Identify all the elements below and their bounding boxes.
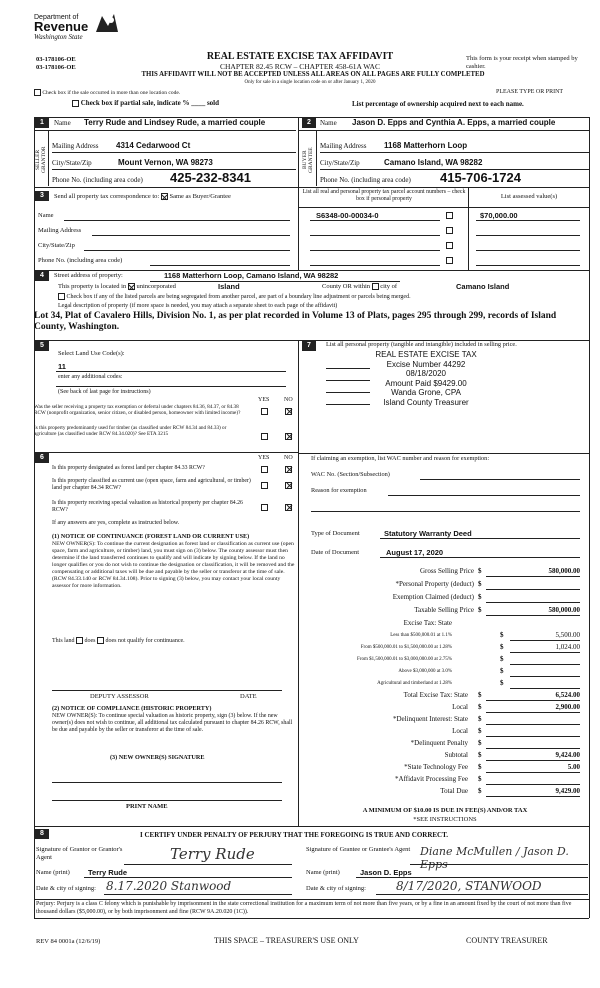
s5-no: NO: [284, 397, 293, 403]
s5-q1-no-check[interactable]: [285, 407, 292, 415]
county-name: Island: [218, 282, 240, 291]
list-parcels-label: List all real and personal property tax parcel account numbers – check box if personal property: [302, 189, 466, 202]
s5-question-1: Was the seller receiving a property tax exemption or deferral under chapters 84.36, 84.37, or 84.38 RCW (nonprofit organization, senior citizen, or disabled person, homeowner with limited income)?: [34, 404, 241, 417]
additional-codes: enter any additional codes:: [58, 374, 123, 380]
deputy-assessor: DEPUTY ASSESSOR: [90, 693, 149, 700]
s5-yes: YES: [258, 397, 270, 403]
unincorporated-check[interactable]: [128, 283, 135, 290]
seller-name-label: Name: [54, 119, 71, 127]
buyer-side-label: BUYER GRANTEE: [302, 147, 314, 173]
s6-question-1: Is this property designated as forest land per chapter 84.33 RCW?: [52, 465, 205, 471]
doc-date: August 17, 2020: [386, 548, 444, 557]
corr-mail-label: Mailing Address: [38, 227, 82, 234]
continuance-qualify: This land does does not qualify for continuance.: [52, 637, 185, 644]
buyer-name: Jason D. Epps and Cynthia A. Epps, a married couple: [352, 118, 556, 127]
partial-sale-check[interactable]: Check box if partial sale, indicate % ____ sold: [72, 99, 219, 107]
grantor-date-label: Date & city of signing:: [36, 885, 96, 892]
assessed-value: $70,000.00: [480, 211, 518, 220]
multi-location-check[interactable]: Check box if the sale occurred in more than one location code.: [34, 89, 180, 96]
seller-phone-label: Phone No. (including area code): [52, 176, 143, 184]
parcel-number: S6348-00-00034-0: [316, 211, 379, 220]
doc-date-label: Date of Document: [311, 549, 360, 556]
parcel-personal-check-2[interactable]: [446, 226, 453, 234]
form-chapter: CHAPTER 82.45 RCW – CHAPTER 458-61A WAC: [220, 62, 380, 71]
please-type: PLEASE TYPE OR PRINT: [496, 89, 564, 95]
buyer-mail-label: Mailing Address: [320, 142, 367, 150]
minimum-due: A MINIMUM OF $10.00 IS DUE IN FEE(S) AND/OR TAX: [362, 807, 528, 814]
grantee-name: Jason D. Epps: [360, 868, 412, 877]
local-tax: 2,900.00: [555, 703, 580, 711]
section-6-number: 6: [35, 453, 49, 463]
s6-question-2: Is this property classified as current use (open space, farm and agricultural, or timber) land per chapter 84.34 RCW?: [52, 478, 251, 491]
corr-city-label: City/State/Zip: [38, 242, 75, 249]
s5-q2-yes-check[interactable]: [261, 432, 268, 440]
notice-2-text: NEW OWNER(S): To continue special valuation as historic property, sign (3) below. If the new owner(s) does not wish to continue, all additional tax calculated pursuant to chapter 84.26 RCW, shall be due and payable by the seller or transferor at the time of sale.: [52, 713, 293, 734]
perjury-notice: Perjury: Perjury is a class C felony which is punishable by imprisonment in the state correctional institution for a maximum term of not more than five years, or by a fine in an amount fixed by the court of not more than five thousand dollars ($5,000.00), or by both imprisonment and fine (RCW 9A.20.020 (1C)).: [36, 901, 572, 915]
logo-name: Revenue: [34, 19, 89, 34]
revenue-logo: [34, 14, 124, 50]
city-name: Camano Island: [456, 282, 510, 291]
send-correspondence[interactable]: Send all property tax correspondence to: Same as Buyer/Grantee: [54, 193, 231, 200]
grantee-name-label: Name (print): [306, 869, 340, 876]
assessed-label: List assessed value(s): [500, 193, 558, 200]
county-or-within: County OR within city of: [322, 283, 398, 290]
grantor-sig-label: Signature of Grantor or Grantor's Agent: [36, 846, 123, 861]
buyer-phone-label: Phone No. (including area code): [320, 176, 411, 184]
section-3-number: 3: [35, 191, 49, 201]
located-in: This property is located in unincorporated: [58, 283, 176, 290]
s6-question-3: Is this property receiving special valuation as historical property per chapter 84.26 RCW?: [52, 500, 243, 513]
grantor-signature: Terry Rude: [170, 845, 255, 863]
buyer-name-label: Name: [320, 119, 337, 127]
buyer-city-label: City/State/Zip: [320, 159, 360, 167]
doc-type: Statutory Warranty Deed: [384, 529, 472, 538]
tier2-tax: 1,024.00: [555, 643, 580, 651]
doc-type-label: Type of Document: [311, 530, 360, 537]
gross-price: 580,000.00: [548, 567, 580, 575]
grantee-date-city: 8/17/2020, STANWOOD: [396, 879, 542, 893]
does-not-check[interactable]: [97, 637, 104, 644]
street-address: 1168 Matterhorn Loop, Camano Island, WA 98282: [164, 271, 339, 280]
seller-phone: 425-232-8341: [170, 170, 251, 185]
taxable-price: 580,000.00: [548, 606, 580, 614]
form-revision: REV 84 0001a (12/6/19): [36, 938, 101, 945]
section-1-number: 1: [35, 118, 49, 128]
section-5-number: 5: [35, 341, 49, 351]
buyer-city: Camano Island, WA 98282: [384, 158, 483, 167]
legal-description: Lot 34, Plat of Cavalero Hills, Division No. 1, as per plat recorded in Volume 13 of Plats, pages 295 through 299, records of Island County, Washington.: [34, 311, 557, 332]
print-name: PRINT NAME: [126, 803, 168, 810]
parcel-personal-check-3[interactable]: [446, 241, 453, 249]
total-state-tax: 6,524.00: [555, 691, 580, 699]
deputy-date: DATE: [240, 693, 257, 700]
logo-mark-icon: [94, 12, 120, 34]
city-check[interactable]: [372, 283, 379, 290]
form-title: REAL ESTATE EXCISE TAX AFFIDAVIT: [206, 51, 394, 62]
tier1-tax: 5,500.00: [555, 631, 580, 639]
treasurer-use-only: THIS SPACE – TREASURER'S USE ONLY: [214, 936, 359, 945]
see-back: (See back of last page for instructions): [58, 389, 151, 395]
treasurer-stamp: REAL ESTATE EXCISE TAX Excise Number 44292 08/18/2020 Amount Paid $9429.00 Wanda Grone, CPA Island County Treasurer: [375, 350, 477, 407]
s6-q2-yes-check[interactable]: [261, 481, 268, 489]
new-owner-signature: (3) NEW OWNER(S) SIGNATURE: [110, 754, 205, 761]
grantee-sig-label: Signature of Grantee or Grantee's Agent: [306, 846, 411, 853]
s5-question-2: Is this property predominantly used for timber (as classified under RCW 84.34 and 84.33) or agriculture (as classified under RCW 84.34.020)? See ETA 3215: [34, 425, 227, 438]
reason-label: Reason for exemption: [311, 487, 367, 494]
legal-label: Legal description of property (if more space is needed, you may attach a separate sheet to each page of the affidavit): [58, 303, 338, 309]
seller-mail: 4314 Cedarwood Ct: [116, 141, 191, 150]
seller-mail-label: Mailing Address: [52, 142, 99, 150]
s6-q3-no-check[interactable]: [285, 503, 292, 511]
street-label: Street address of property:: [54, 272, 123, 279]
section-2-number: 2: [302, 118, 316, 128]
s5-q1-yes-check[interactable]: [261, 407, 268, 415]
does-check[interactable]: [76, 637, 83, 644]
list-percentage: List percentage of ownership acquired next to each name.: [352, 100, 524, 108]
grantee-date-label: Date & city of signing:: [306, 885, 366, 892]
tech-fee: 5.00: [567, 763, 580, 771]
only-note: Only for sale in a single location code on or after January 1, 2020: [244, 80, 376, 85]
notice-1-title: (1) NOTICE OF CONTINUANCE (FOREST LAND OR CURRENT USE): [52, 533, 250, 540]
s6-no: NO: [284, 455, 293, 461]
seller-city-label: City/State/Zip: [52, 159, 92, 167]
s6-q2-no-check[interactable]: [285, 481, 292, 489]
claiming-exemption: If claiming an exemption, list WAC number and reason for exemption:: [311, 455, 490, 462]
subtotal: 9,424.00: [555, 751, 580, 759]
section-8-number: 8: [35, 829, 49, 839]
seller-side-label: SELLER GRANTOR: [35, 146, 47, 174]
section-4-number: 4: [35, 271, 49, 281]
s6-q1-yes-check[interactable]: [261, 465, 268, 473]
logo-state: Washington State: [34, 33, 83, 41]
grantor-name: Terry Rude: [88, 868, 128, 877]
buyer-mail: 1168 Matterhorn Loop: [384, 141, 468, 150]
buyer-phone: 415-706-1724: [440, 170, 521, 185]
notice-1-text: NEW OWNER(S): To continue the current designation as forest land or classification as current use (open space, farm and agriculture, or timber) land, you must sign on (3) below. The county assessor must then determine if the land transferred continues to qualify and will indicate by signing below. If the land no longer qualifies or you do not wish to continue the designation or classification, it will be removed and the compensating or additional taxes will be due and payable by the seller or transferor at the time of sale. (RCW 84.33.140 or RCW 84.34.108). Prior to signing (3) below, you may contact your local county assessor for more information.: [52, 541, 295, 589]
form-ids: 03-178106-OE 03-178106-OE: [36, 56, 76, 71]
s5-q2-no-check[interactable]: [285, 432, 292, 440]
receipt-note: This form is your receipt when stamped by cashier.: [466, 55, 578, 70]
corr-name-label: Name: [38, 212, 54, 219]
s6-yes: YES: [258, 455, 270, 461]
grantor-date-city: 8.17.2020 Stanwood: [106, 879, 232, 893]
seller-name: Terry Rude and Lindsey Rude, a married couple: [84, 118, 266, 127]
land-use-code: 11: [58, 362, 66, 371]
county-treasurer: COUNTY TREASURER: [466, 936, 548, 945]
wac-label: WAC No. (Section/Subsection): [311, 471, 390, 478]
land-use-label: Select Land Use Code(s):: [58, 350, 125, 357]
list-personal-property: List all personal property (tangible and intangible) included in selling price.: [326, 341, 517, 348]
notice-2-title: (2) NOTICE OF COMPLIANCE (HISTORIC PROPERTY): [52, 705, 212, 712]
see-instructions: *SEE INSTRUCTIONS: [413, 816, 477, 823]
section-7-number: 7: [302, 341, 316, 351]
grantor-name-label: Name (print): [36, 869, 70, 876]
if-any-yes: If any answers are yes, complete as instructed below.: [52, 520, 180, 526]
seller-city: Mount Vernon, WA 98273: [118, 158, 213, 167]
certify-statement: I CERTIFY UNDER PENALTY OF PERJURY THAT THE FOREGOING IS TRUE AND CORRECT.: [140, 831, 449, 839]
parcel-personal-check-4[interactable]: [446, 256, 453, 264]
segregated-check[interactable]: Check box if any of the listed parcels are being segregated from another parcel, are part of a boundary line adjustment or parcels being merged.: [58, 293, 411, 300]
s6-q1-no-check[interactable]: [285, 465, 292, 473]
corr-phone-label: Phone No. (including area code): [38, 257, 123, 264]
warning-text: THIS AFFIDAVIT WILL NOT BE ACCEPTED UNLESS ALL AREAS ON ALL PAGES ARE FULLY COMPLETED: [141, 71, 485, 78]
total-due: 9,429.00: [555, 787, 580, 795]
s6-q3-yes-check[interactable]: [261, 503, 268, 511]
parcel-personal-check-1[interactable]: [446, 211, 453, 219]
logo-dept: Department of: [34, 14, 79, 21]
grantee-signature: Diane McMullen / Jason D. Epps: [420, 845, 569, 871]
